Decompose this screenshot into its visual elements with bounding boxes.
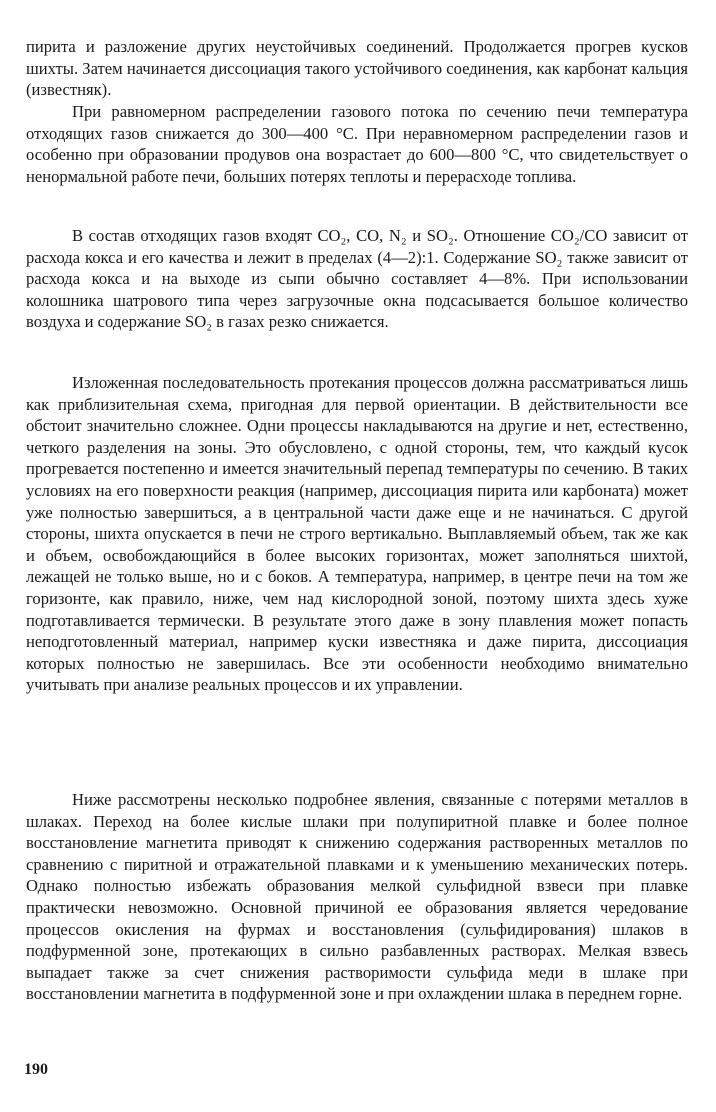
paragraph-exhaust-temperature: При равномерном распределении газового потока по сечению печи температура отходящих газов снижается до 300—400 °С. При неравномерном распределении газов и особенно при образовании продувов она возрастает до 600—800 °С, что свидетельствует о ненормальной работе печи, больших потерях теплоты и перерасходе топлива.	[26, 102, 688, 186]
page-number: 190	[24, 1061, 48, 1078]
paragraph-process-sequence: Изложенная последовательность протекания процессов должна рассматриваться лишь как приблизительная схема, пригодная для первой ориентации. В действительности все обстоит значительно сложнее. Одни процессы накладываются на другие и нет, естественно, четкого разделения на зоны. Это обусловлено, с одной стороны, тем, что каждый кусок прогревается постепенно и имеется значительный перепад температуры по сечению. В таких условиях на его поверхности реакция (например, диссоциация пирита или карбоната) может уже полностью завершиться, а в центральной части даже еще и не начинаться. С другой стороны, шихта опускается в печи не строго вертикально. Выплавляемый объем, так же как и объем, освобождающийся в более высоких горизонтах, может заполняться шихтой, лежащей не только выше, но и с боков. А температура, например, в центре печи на том же горизонте, как правило, ниже, чем над кислородной зоной, поэтому шихта здесь хуже подготавливается термически. В результате этого даже в зону плавления может попасть неподготовленный материал, например куски известняка и даже пирита, диссоциация которых полностью не завершилась. Все эти особенности необходимо внимательно учитывать при анализе реальных процессов и их управлении.	[26, 373, 688, 695]
paragraph-continuation: пирита и разложение других неустойчивых соединений. Продолжается прогрев кусков шихты. Затем начинается диссоциация такого устойчивого соединения, как карбонат кальция (известняк).	[26, 37, 688, 100]
paragraph-exhaust-composition: В состав отходящих газов входят CO₂, CO, N₂ и SO₂. Отношение CO₂/CO зависит от расхода кокса и его качества и лежит в пределах (4—2):1. Содержание SO₂ также зависит от расхода кокса и на выходе из сыпи обычно составляет 4—8%. При использовании колошника шатрового типа через загрузочные окна подсасывается большое количество воздуха и содержание SO₂ в газах резко снижается.	[26, 226, 688, 332]
paragraph-metal-losses: Ниже рассмотрены несколько подробнее явления, связанные с потерями металлов в шлаках. Переход на более кислые шлаки при полупиритной плавке и более полное восстановление магнетита приводят к снижению содержания растворенных металлов по сравнению с пиритной и отражательной плавками и к уменьшению механических потерь. Однако полностью избежать образования мелкой сульфидной взвеси при плавке практически невозможно. Основной причиной ее образования является чередование процессов окисления на фурмах и восстановления (сульфидирования) шлаков в подфурменной зоне, протекающих в сильно разбавленных растворах. Мелкая взвесь выпадает также за счет снижения растворимости сульфида меди в шлаке при восстановлении магнетита в подфурменной зоне и при охлаждении шлака в переднем горне.	[26, 790, 688, 1004]
